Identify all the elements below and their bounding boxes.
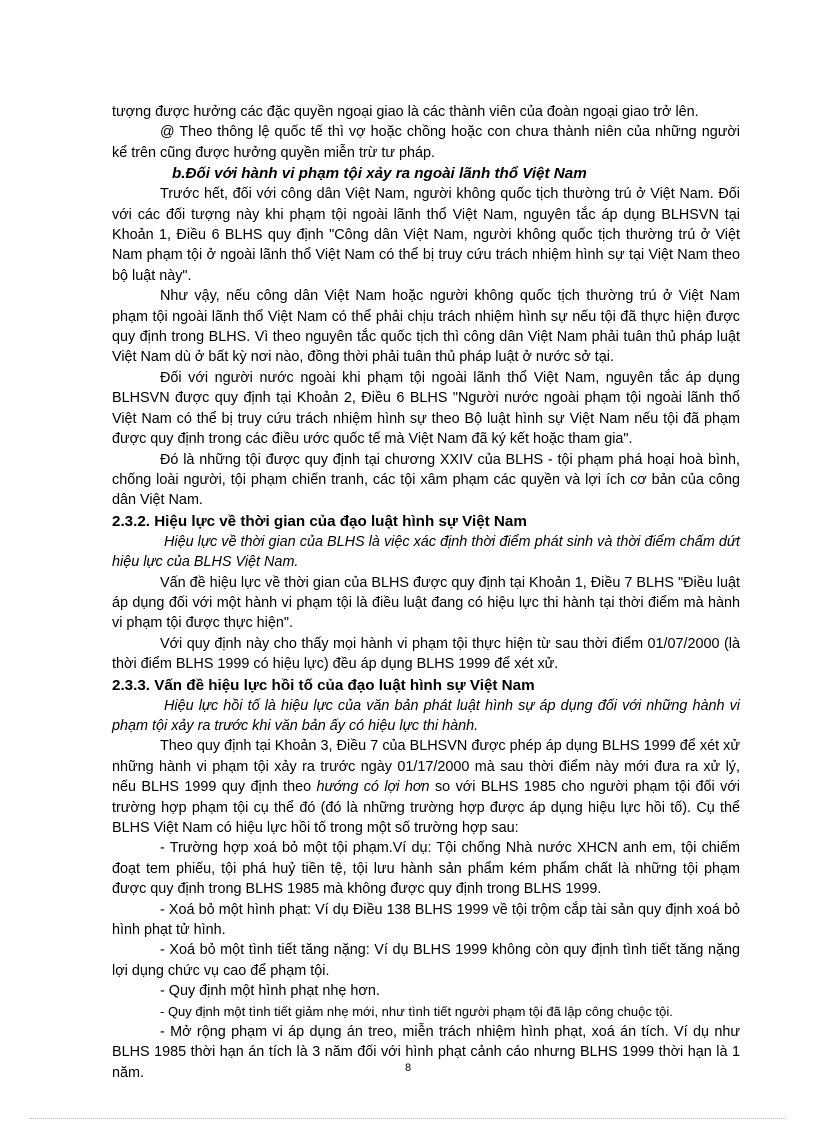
paragraph-effective-date: Với quy định này cho thấy mọi hành vi phạm tội thực hiện từ sau thời điểm 01/07/2000 (là thời điểm BLHS 1999 có hiệu lực) đều áp dụng BLHS 1999 để xét xử.: [112, 635, 740, 673]
paragraph-nationality-principle: Như vậy, nếu công dân Việt Nam hoặc người không quốc tịch thường trú ở Việt Nam phạm tội ngoài lãnh thổ Việt Nam có thể phải chịu trách nhiệm hình sự nếu tội đã thực hiện được quy định trong BLHS. Vì theo nguyên tắc quốc tịch thì công dân Việt Nam phải tuân thủ pháp luật Việt Nam dù ở bất kỳ nơi nào, đồng thời phải tuân thủ pháp luật ở nước sở tại.: [112, 288, 740, 366]
list-item-abolish-crime: - Trường hợp xoá bỏ một tội phạm.Ví dụ: Tội chống Nhà nước XHCN anh em, tội chiếm đoạt tem phiếu, tội phá huỷ tiền tệ, tội lưu hành sản phẩm kém phẩm chất là những tội phạm được quy định trong BLHS 1985 mà không được quy định trong BLHS 1999.: [112, 840, 740, 898]
document-body: [112, 102, 740, 1083]
emphasis-more-favorable: hướng có lợi hơn: [316, 779, 430, 796]
paragraph-diplomatic-members: tượng được hưởng các đặc quyền ngoại giao là các thành viên của đoàn ngoại giao trở lên.: [112, 104, 699, 120]
paragraph-chapter-xxiv: Đó là những tội được quy định tại chương XXIV của BLHS - tội phạm phá hoại hoà bình, chống loài người, tội phạm chiến tranh, các tội xâm phạm các quyền và lợi ích cơ bản của công dân Việt Nam.: [112, 451, 740, 509]
paragraph-article-7-clause-1: Vấn đề hiệu lực về thời gian của BLHS được quy định tại Khoản 1, Điều 7 BLHS "Điều luật áp dụng đối với một hành vi phạm tội là điều luật đang có hiệu lực thi hành tại thời điểm mà hành vi phạm tội được thực hiện".: [112, 574, 740, 632]
paragraph-vietnamese-citizens: Trước hết, đối với công dân Việt Nam, người không quốc tịch thường trú ở Việt Nam. Đối với các đối tượng này khi phạm tội ngoài lãnh thổ Việt Nam, nguyên tắc áp dụng BLHSVN tại Khoản 1, Điều 6 BLHS quy định "Công dân Việt Nam, người không quốc tịch thường trú ở Việt Nam phạm tội ở ngoài lãnh thổ Việt Nam có thể bị truy cứu trách nhiệm hình sự tại Việt Nam theo bộ luật này".: [112, 186, 740, 284]
paragraph-retroactive-definition: Hiệu lực hồi tố là hiệu lực của văn bản phát luật hình sự áp dụng đối với những hành vi phạm tội xảy ra trước khi văn bản ấy có hiệu lực thi hành.: [112, 697, 740, 734]
paragraph-family-immunity: @ Theo thông lệ quốc tế thì vợ hoặc chồng hoặc con chưa thành niên của những người kể trên cũng được hưởng quyền miễn trừ tư pháp.: [112, 124, 740, 161]
list-item-new-mitigating: - Quy định một tình tiết giảm nhẹ mới, như tình tiết người phạm tội đã lập công chuộc tội.: [160, 1003, 673, 1019]
list-item-expand-probation: - Mở rộng phạm vi áp dụng án treo, miễn trách nhiệm hình phạt, xoá án tích. Ví dụ như BLHS 1985 thời hạn án tích là 3 năm đối với hình phạt cảnh cáo nhưng BLHS 1999 thời hạn là 1 năm.: [112, 1024, 740, 1081]
heading-2-3-3: 2.3.3. Vấn đề hiệu lực hồi tố của đạo luật hình sự Việt Nam: [112, 676, 535, 694]
text-segment: so với BLHS 1985 cho người phạm tội đối với trường hợp phạm tội cụ thể đó (đó là những trường hợp được áp dụng hiệu lực hồi tố). Cụ thể BLHS Việt Nam có hiệu lực hồi tố trong một số trường hợp sau:: [112, 779, 740, 836]
list-item-lighter-penalty: - Quy định một hình phạt nhẹ hơn.: [160, 983, 380, 1000]
paragraph-article-7-clause-3: [112, 736, 740, 838]
text-segment: Theo quy định tại Khoản 3, Điều 7 của BLHSVN được phép áp dụng BLHS 1999 để xét xử những hành vi phạm tội xảy ra trước ngày 01/17/2000 mà sau thời điểm này mới đưa ra xử lý, nếu BLHS 1999 quy định theo: [112, 738, 740, 796]
footer-divider: [30, 1118, 786, 1119]
page-number: 8: [404, 1062, 412, 1074]
heading-outside-territory: b.Đối với hành vi phạm tội xảy ra ngoài lãnh thổ Việt Nam: [172, 165, 587, 183]
paragraph-time-validity-definition: Hiệu lực về thời gian của BLHS là việc xác định thời điểm phát sinh và thời điểm chấm dứt hiệu lực của BLHS Việt Nam.: [112, 533, 740, 571]
paragraph-foreigners: Đối với người nước ngoài khi phạm tội ngoài lãnh thổ Việt Nam, nguyên tắc áp dụng BLHSVN được quy định tại Khoản 2, Điều 6 BLHS "Người nước ngoài phạm tội ngoài lãnh thổ Việt Nam có thể bị truy cứu trách nhiệm hình sự theo Bộ luật hình sự Việt Nam nếu tội đã phạm được quy định trong các điều ước quốc tế mà Việt Nam đã ký kết hoặc tham gia".: [112, 369, 740, 448]
list-item-abolish-aggravating: - Xoá bỏ một tình tiết tăng nặng: Ví dụ BLHS 1999 không còn quy định tình tiết tăng nặng lợi dụng chức vụ cao để phạm tội.: [112, 942, 740, 979]
heading-2-3-2: 2.3.2. Hiệu lực về thời gian của đạo luật hình sự Việt Nam: [112, 512, 527, 530]
list-item-abolish-penalty: - Xoá bỏ một hình phạt: Ví dụ Điều 138 BLHS 1999 về tội trộm cắp tài sản quy định xoá bỏ hình phạt tử hình.: [112, 901, 740, 939]
